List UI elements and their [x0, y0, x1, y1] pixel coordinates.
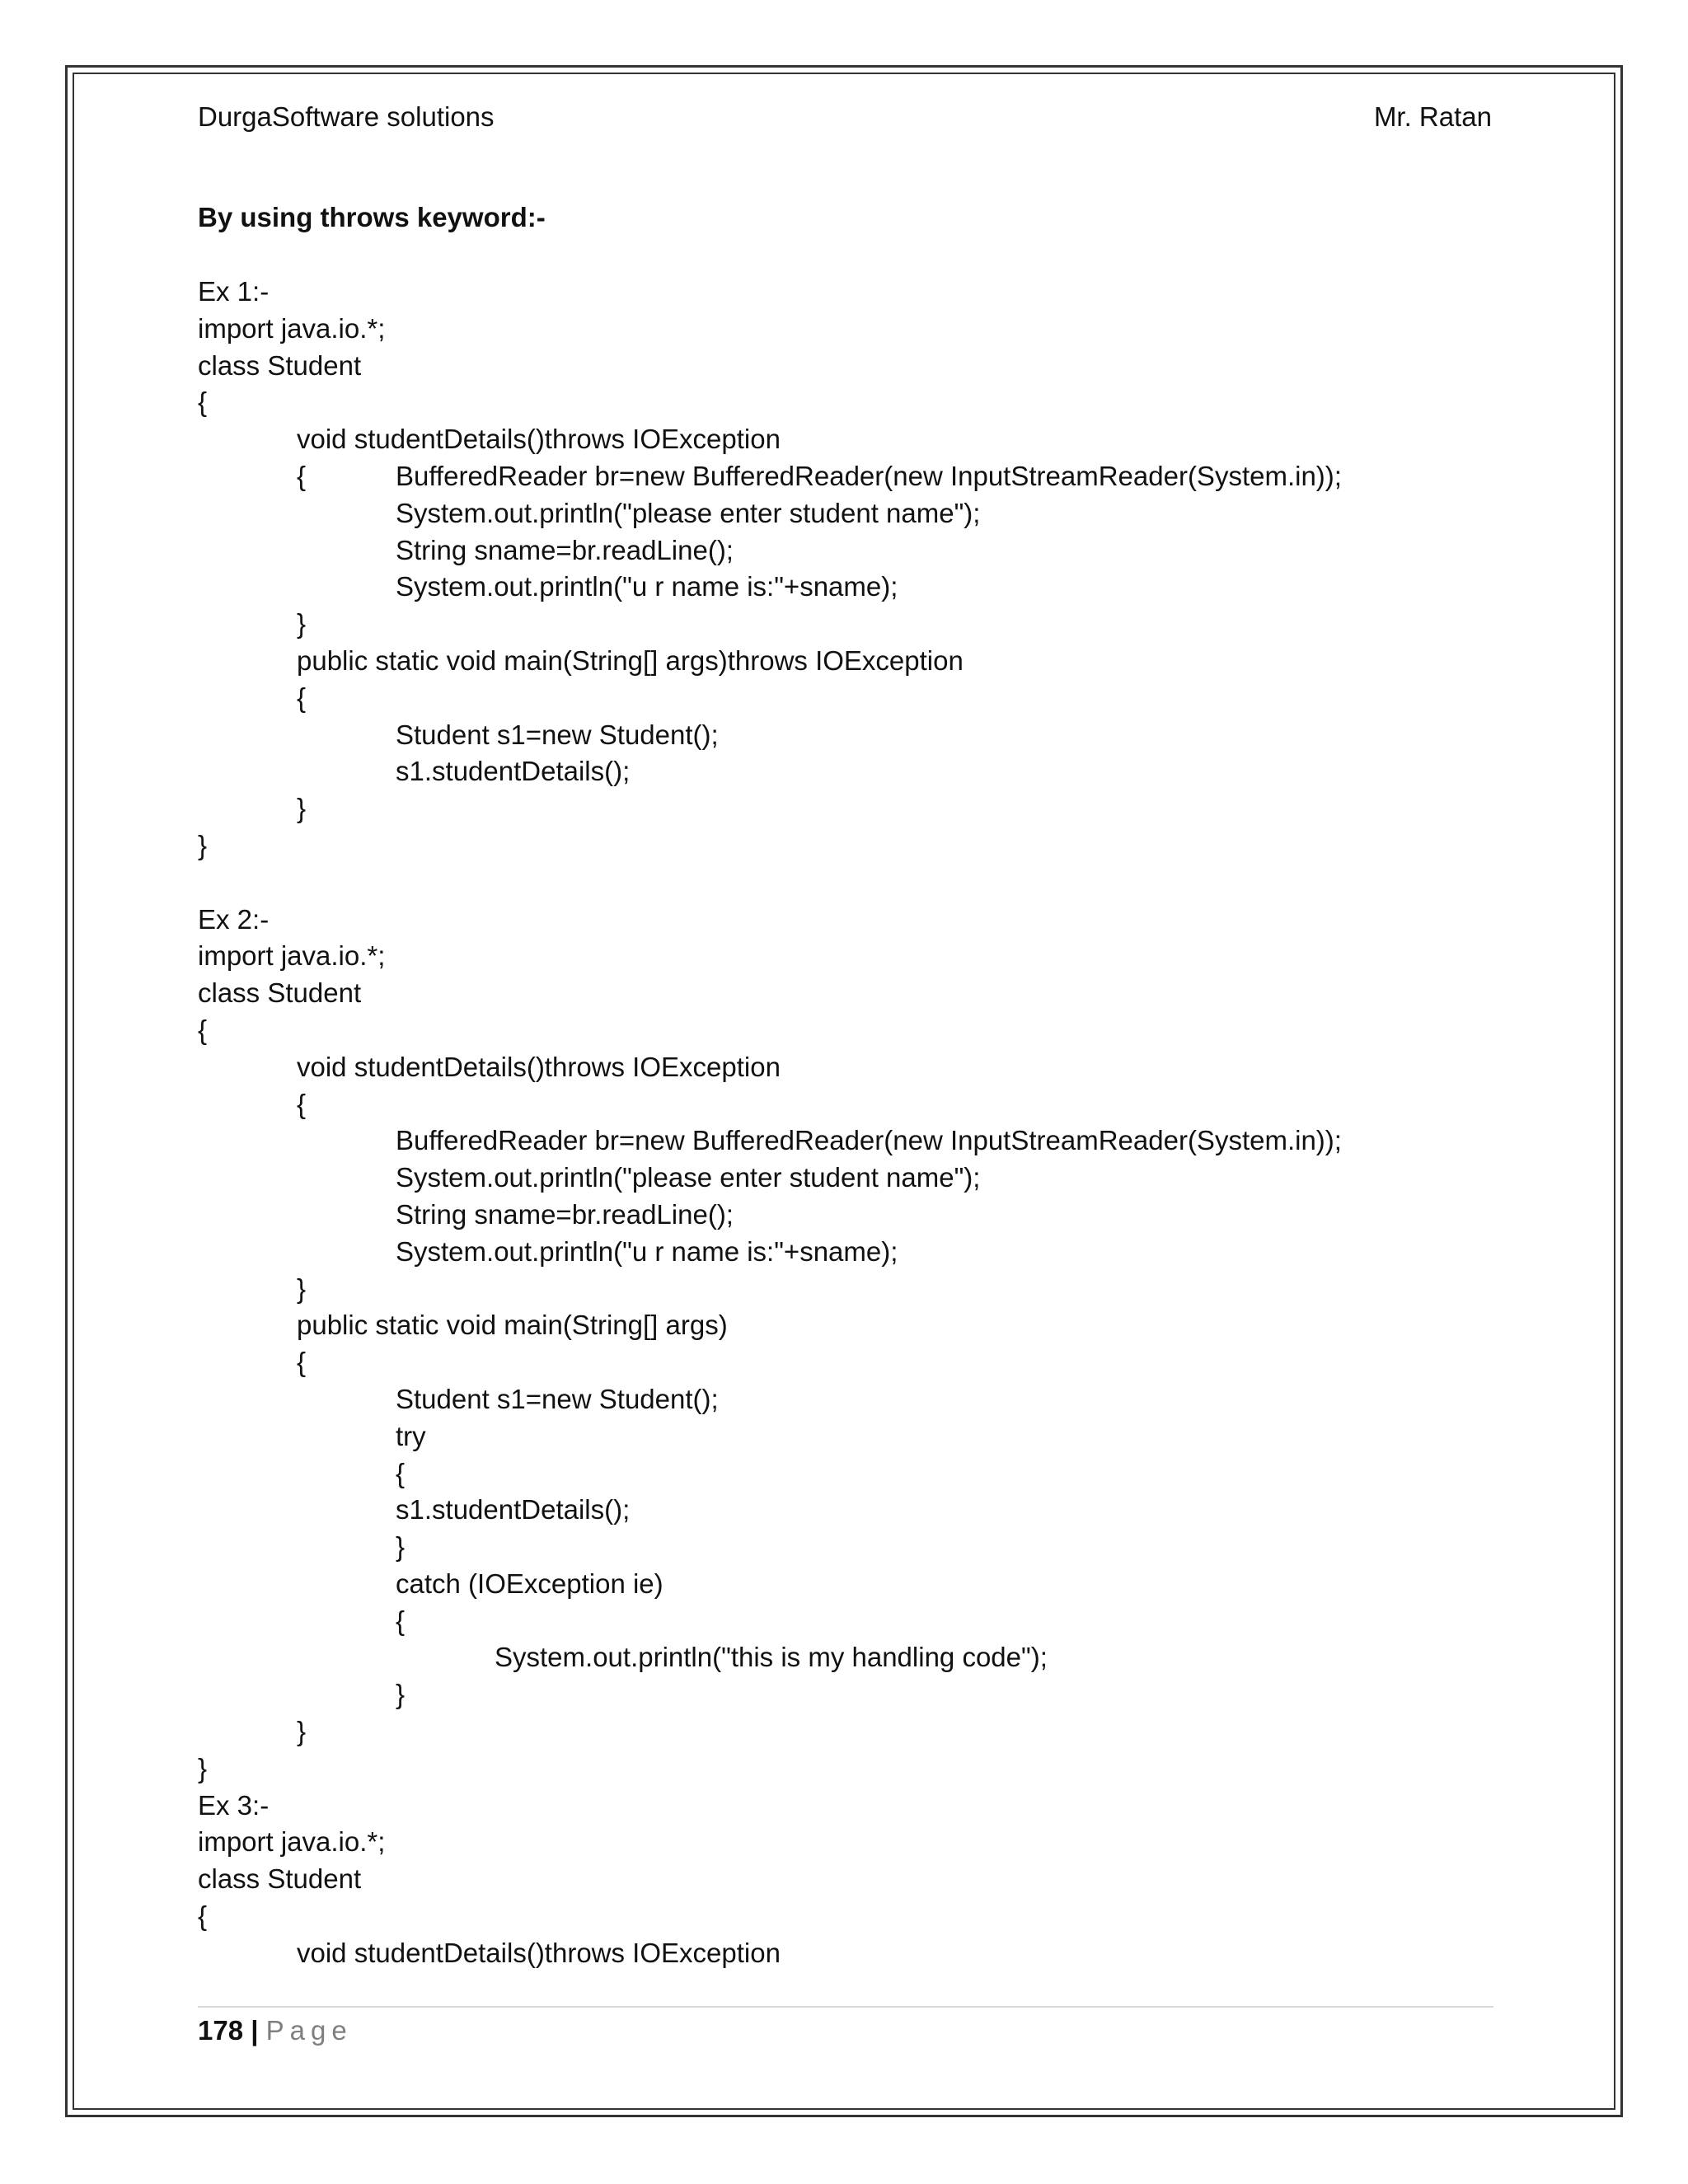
header-company: DurgaSoftware solutions	[198, 101, 495, 132]
code-line-text: }	[396, 1679, 406, 1710]
code-line-text: void studentDetails()throws IOException	[297, 1937, 781, 1968]
code-line-text: {	[396, 1457, 406, 1488]
code-line	[198, 1492, 1500, 1529]
code-line	[198, 1418, 1500, 1455]
code-line	[198, 1861, 1500, 1898]
code-listing	[198, 274, 1500, 1972]
code-line-text: class Student	[198, 349, 362, 381]
code-line	[198, 1639, 1500, 1676]
code-line	[198, 643, 1500, 680]
section-heading: By using throws keyword:-	[198, 202, 546, 232]
code-line-text: {	[297, 1347, 307, 1378]
code-line	[198, 717, 1500, 754]
code-line-text: System.out.println("u r name is:"+sname);	[396, 571, 898, 602]
page-separator: |	[251, 2015, 259, 2046]
footer-divider	[198, 2006, 1493, 2008]
code-line-text: void studentDetails()throws IOException	[297, 1051, 781, 1082]
code-line-text: catch (IOException ie)	[396, 1568, 663, 1599]
code-line-text: s1.studentDetails();	[396, 1494, 631, 1526]
code-line-text: Student s1=new Student();	[396, 719, 719, 750]
code-line	[198, 421, 1500, 458]
code-line-text: System.out.println("u r name is:"+sname);	[396, 1235, 898, 1267]
code-line-text: Ex 2:-	[198, 903, 270, 935]
code-line	[198, 274, 1500, 311]
code-line-text: }	[396, 1531, 406, 1563]
code-line-text: System.out.println("please enter student name");	[396, 1162, 981, 1193]
code-line-text: Ex 1:-	[198, 276, 270, 307]
code-line	[198, 348, 1500, 385]
code-line-text: public static void main(String[] args)	[297, 1310, 728, 1341]
code-line	[198, 1898, 1500, 1935]
code-line-text: import java.io.*;	[198, 312, 386, 344]
code-line	[198, 1529, 1500, 1566]
code-line	[198, 1271, 1500, 1308]
code-line	[198, 1197, 1500, 1234]
code-line	[198, 865, 1500, 902]
code-line	[198, 1381, 1500, 1418]
code-line-text: import java.io.*;	[198, 940, 386, 972]
page-label: Page	[265, 2015, 353, 2046]
code-line	[198, 1750, 1500, 1788]
code-line-text: {	[198, 1014, 208, 1045]
code-line-text: class Student	[198, 1863, 362, 1895]
code-line-text: String sname=br.readLine();	[396, 1198, 734, 1230]
code-line	[198, 1122, 1500, 1160]
code-line-text: }	[198, 1752, 208, 1783]
code-line-text: {	[396, 1605, 406, 1636]
code-line-text: s1.studentDetails();	[396, 756, 631, 787]
code-line	[198, 1455, 1500, 1493]
code-line	[198, 1307, 1500, 1344]
code-line	[198, 1049, 1500, 1086]
code-line	[198, 606, 1500, 643]
code-line	[198, 1824, 1500, 1861]
code-line-text: }	[297, 1716, 307, 1747]
code-line	[198, 938, 1500, 975]
code-line-text: }	[297, 1272, 307, 1304]
code-line	[198, 680, 1500, 717]
code-line-text: }	[297, 608, 307, 640]
code-line-text: System.out.println("this is my handling code");	[495, 1642, 1048, 1673]
code-line-text: BufferedReader br=new BufferedReader(new InputStreamReader(System.in));	[396, 1125, 1342, 1156]
code-line	[198, 753, 1500, 790]
code-line	[198, 1713, 1500, 1750]
code-line	[198, 1566, 1500, 1603]
code-line	[198, 495, 1500, 532]
code-line-inline-text: BufferedReader br=new BufferedReader(new InputStreamReader(System.in));	[396, 460, 1342, 491]
code-line	[198, 902, 1500, 939]
code-line-text: import java.io.*;	[198, 1826, 386, 1858]
code-line-text: class Student	[198, 977, 362, 1009]
code-line-text: Ex 3:-	[198, 1789, 270, 1821]
header-author: Mr. Ratan	[1373, 101, 1492, 132]
code-line	[198, 458, 1500, 495]
code-line-text: void studentDetails()throws IOException	[297, 424, 781, 455]
page-footer	[198, 2013, 353, 2049]
code-line-text: {	[297, 460, 307, 491]
code-line	[198, 975, 1500, 1012]
code-line	[198, 532, 1500, 569]
code-line-text: {	[297, 682, 307, 713]
page-number: 178	[198, 2015, 244, 2046]
code-line	[198, 1676, 1500, 1713]
code-line	[198, 1086, 1500, 1123]
code-line-text: {	[198, 387, 208, 418]
code-line-text: public static void main(String[] args)throws IOException	[297, 644, 964, 676]
code-line	[198, 790, 1500, 827]
code-line	[198, 1935, 1500, 1972]
code-line-text: Student s1=new Student();	[396, 1383, 719, 1414]
code-line	[198, 1344, 1500, 1381]
code-line-text: try	[396, 1420, 426, 1451]
code-line	[198, 1603, 1500, 1640]
code-line-text: }	[297, 793, 307, 824]
code-line-text: }	[198, 829, 208, 860]
code-line-text: {	[198, 1900, 208, 1932]
code-line-text: String sname=br.readLine();	[396, 534, 734, 565]
code-line	[198, 311, 1500, 348]
code-line	[198, 1234, 1500, 1271]
code-line	[198, 827, 1500, 865]
code-line	[198, 1012, 1500, 1049]
code-line-text: System.out.println("please enter student name");	[396, 497, 981, 528]
code-line-text: {	[297, 1088, 307, 1119]
code-line	[198, 384, 1500, 421]
code-line	[198, 1788, 1500, 1825]
code-line	[198, 569, 1500, 606]
code-line	[198, 1160, 1500, 1197]
